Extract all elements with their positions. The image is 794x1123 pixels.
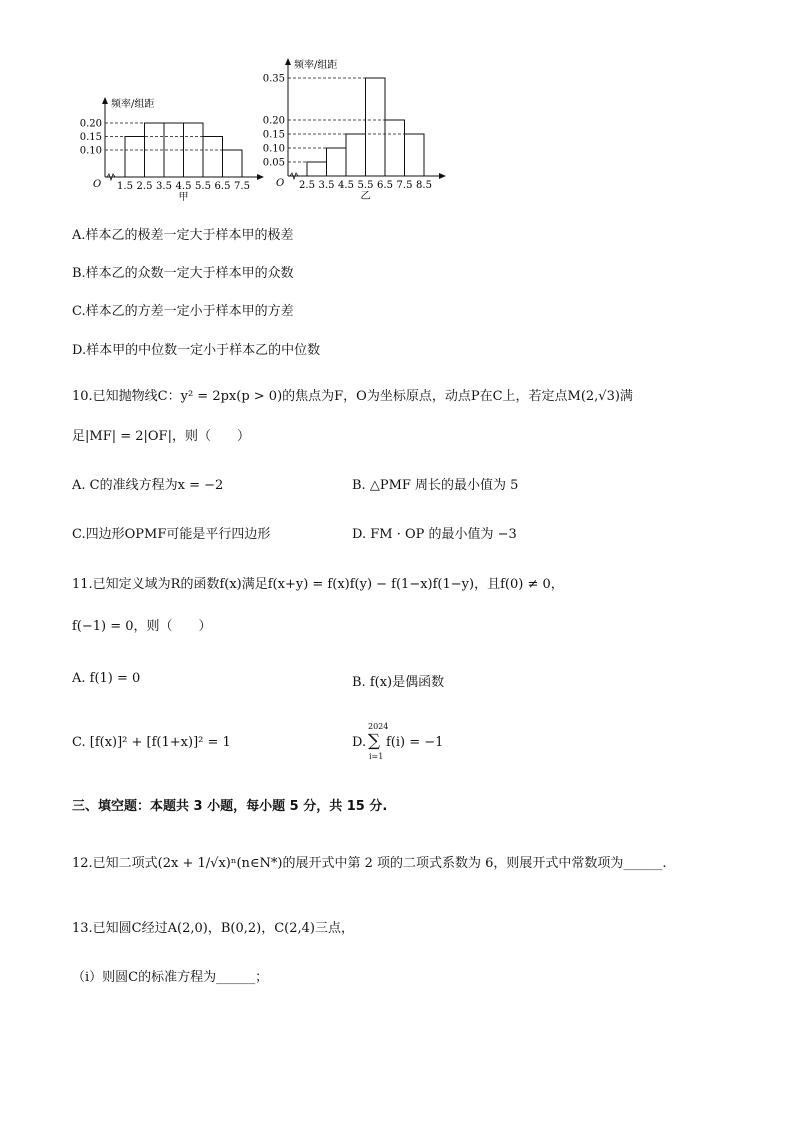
origin-label: O [276,178,285,189]
q11-option-d-prefix: D. [352,735,367,750]
q11-option-b: B. f(x)是偶函数 [352,675,445,690]
histogram-bar [223,150,243,177]
x-tick-label: 8.5 [416,180,432,191]
q10-stem-line2: 足|MF| = 2|OF|，则（ ） [72,429,250,444]
origin-label: O [93,179,102,190]
q9-option-a: A.样本乙的极差一定大于样本甲的极差 [72,228,294,243]
y-tick-label: 0.15 [262,129,285,141]
q10-option-a: A. C的准线方程为x = −2 [72,478,224,493]
x-tick-label: 6.5 [214,181,231,192]
y-axis-label: 频率/组距 [111,99,155,110]
y-tick-label: 0.10 [262,143,285,155]
y-tick-label: 0.15 [79,132,102,143]
chart-name-label: 乙 [360,191,371,202]
q13-stem-line1: 13.已知圆C经过A(2,0)，B(0,2)，C(2,4)三点， [72,921,354,936]
x-tick-label: 7.5 [396,180,413,191]
q13-stem-line2: （i）则圆C的标准方程为______； [72,970,269,985]
q11-option-d-sigma: ∑ [368,731,381,751]
q11-option-d-sum-upper: 2024 [368,722,389,731]
x-axis-arrow [439,173,446,179]
y-axis-arrow [285,58,291,65]
y-tick-label: 0.35 [262,73,285,85]
x-tick-label: 5.5 [357,180,374,191]
y-tick-label: 0.20 [79,118,102,130]
histogram-bar [327,148,347,176]
x-tick-label: 3.5 [318,180,335,191]
q11-option-d-sum-lower: i=1 [369,752,384,761]
histogram-yi [262,56,452,206]
q9-option-d: D.样本甲的中位数一定小于样本乙的中位数 [72,343,321,358]
histogram-bar [385,120,405,176]
histogram-bar [125,137,145,178]
histogram-bar [366,78,386,176]
y-tick-label: 0.10 [79,145,102,157]
q9-option-b: B.样本乙的众数一定大于样本甲的众数 [72,266,294,281]
y-tick-label: 0.20 [262,115,285,127]
q11-stem-line1: 11.已知定义域为R的函数f(x)满足f(x+y) = f(x)f(y) − f(1−x)f(1−y)，且f(0) ≠ 0， [72,577,564,592]
q10-stem-line1: 10.已知抛物线C：y² = 2px(p > 0)的焦点为F，O为坐标原点，动点P在C上，若定点M(2,√3)满 [72,389,633,404]
y-tick-label: 0.05 [262,157,285,169]
histogram-bar [346,134,366,176]
y-axis-label: 频率/组距 [294,60,338,71]
histogram-bar [203,137,223,178]
x-tick-label: 6.5 [377,180,393,191]
q11-option-a: A. f(1) = 0 [72,671,141,686]
q11-option-d-body: f(i) = −1 [386,735,444,750]
q10-option-b: B. △PMF 周长的最小值为 5 [352,478,519,493]
chart-name-label: 甲 [178,192,189,203]
y-axis-arrow [102,97,108,104]
x-tick-label: 7.5 [234,181,250,192]
q10-option-d: D. FM · OP 的最小值为 −3 [352,527,517,542]
histogram-jia [79,95,270,205]
x-tick-label: 2.5 [299,180,315,191]
x-tick-label: 5.5 [195,181,211,192]
x-tick-label: 1.5 [117,181,133,192]
section-3-heading: 三、填空题：本题共 3 小题，每小题 5 分，共 15 分. [72,799,388,814]
x-tick-label: 4.5 [175,181,192,192]
histogram-bar [307,162,327,176]
x-tick-label: 4.5 [338,180,354,191]
q11-option-c: C. [f(x)]² + [f(1+x)]² = 1 [72,735,231,750]
x-tick-label: 2.5 [136,181,153,192]
histogram-bar [405,134,425,176]
q9-option-c: C.样本乙的方差一定小于样本甲的方差 [72,304,294,319]
q12-stem: 12.已知二项式(2x + 1/√x)ⁿ(n∈N*)的展开式中第 2 项的二项式系数为 6，则展开式中常数项为______. [72,856,667,871]
q11-stem-line2: f(−1) = 0，则（ ） [72,619,212,634]
x-tick-label: 3.5 [156,181,172,192]
q10-option-c: C.四边形OPMF可能是平行四边形 [72,527,271,542]
